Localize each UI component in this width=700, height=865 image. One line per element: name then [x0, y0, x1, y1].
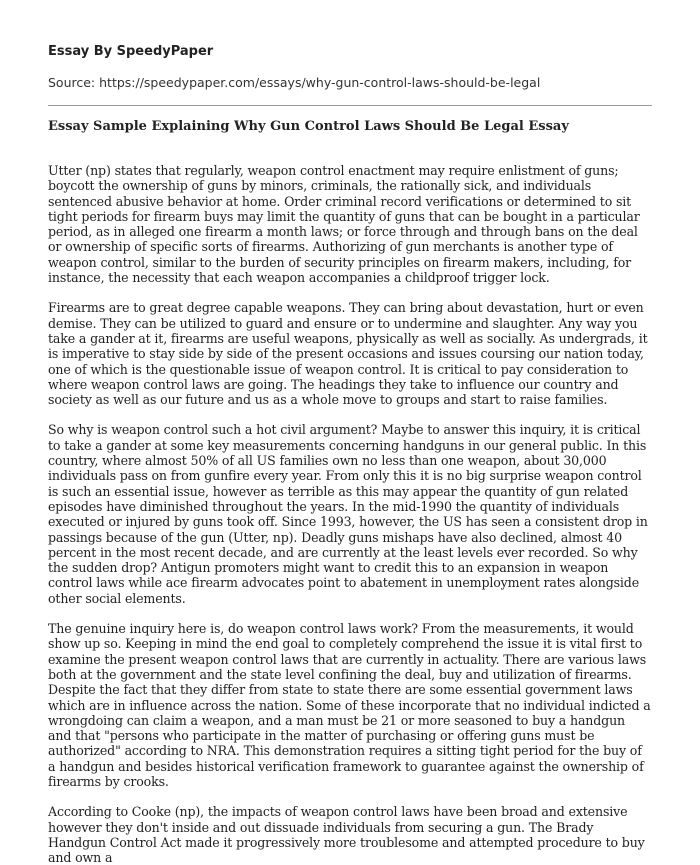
paragraph-3: So why is weapon control such a hot civil argument? Maybe to answer this inquiry, it is critical to take a gander at some key measurements concerning handguns in our general public. In this country, where almost 50% of all US families own no less than one weapon, about 30,000 individuals pass on from gunfire every year. From only this it is no big surprise weapon control is such an essential issue, however as terrible as this may appear the quantity of gun related episodes have diminished throughout the years. In the mid-1990 the quantity of individuals executed or injured by guns took off. Since 1993, however, the US has seen a consistent drop in passings because of the gun (Utter, np). Deadly guns mishaps have also declined, almost 40 percent in the most recent decade, and are currently at the least levels ever recorded. So why the sudden drop? Antigun promoters might want to credit this to an expansion in weapon control laws while ace firearm advocates point to abatement in unemployment rates alongside other social elements. [48, 422, 648, 606]
source-line: Source: https://speedypaper.com/essays/why-gun-control-laws-should-be-legal [48, 75, 541, 90]
paragraph-2: Firearms are to great degree capable weapons. They can bring about devastation, hurt or even demise. They can be utilized to guard and ensure or to undermine and slaughter. Any way you take a gander at it, firearms are useful weapons, physically as well as socially. As undergrads, it is imperative to stay side by side of the present occasions and issues coursing our nation today, one of which is the questionable issue of weapon control. It is critical to pay consideration to where weapon control laws are going. The headings they take to influence our country and society as well as our future and us as a whole move to groups and start to raise families. [48, 300, 648, 408]
paragraph-4: The genuine inquiry here is, do weapon control laws work? From the measurements, it would show up so. Keeping in mind the end goal to completely comprehend the issue it is vital first to examine the present weapon control laws that are currently in actuality. There are various laws both at the government and the state level confining the deal, buy and utilization of firearms. Despite the fact that they differ from state to state there are some essential government laws which are in influence across the nation. Some of these incorporate that no individual indicted a wrongdoing can claim a weapon, and a man must be 21 or more seasoned to buy a handgun and that "persons who participate in the matter of purchasing or offering guns must be authorized" according to NRA. This demonstration requires a sitting tight period for the buy of a handgun and besides historical verification framework to guarantee against the ownership of firearms by crooks. [48, 621, 651, 789]
divider [48, 105, 652, 106]
site-title: Essay By SpeedyPaper [48, 44, 214, 59]
paragraph-5: According to Cooke (np), the impacts of weapon control laws have been broad and extensive however they don't inside and out dissuade individuals from securing a gun. The Brady Handgun Control Act made it progressively more troublesome and attempted procedure to buy and own a [48, 804, 645, 865]
essay-body [48, 163, 652, 865]
essay-title: Essay Sample Explaining Why Gun Control Laws Should Be Legal Essay [48, 119, 569, 134]
paragraph-1: Utter (np) states that regularly, weapon control enactment may require enlistment of guns; boycott the ownership of guns by minors, criminals, the rationally sick, and individuals sentenced abusive behavior at home. Order criminal record verifications or determined to sit tight periods for firearm buys may limit the quantity of guns that can be bought in a particular period, as in alleged one firearm a month laws; or force through and through bans on the deal or ownership of specific sorts of firearms. Authorizing of gun merchants is another type of weapon control, similar to the burden of security principles on firearm makers, including, for instance, the necessity that each weapon accompanies a childproof trigger lock. [48, 163, 640, 286]
